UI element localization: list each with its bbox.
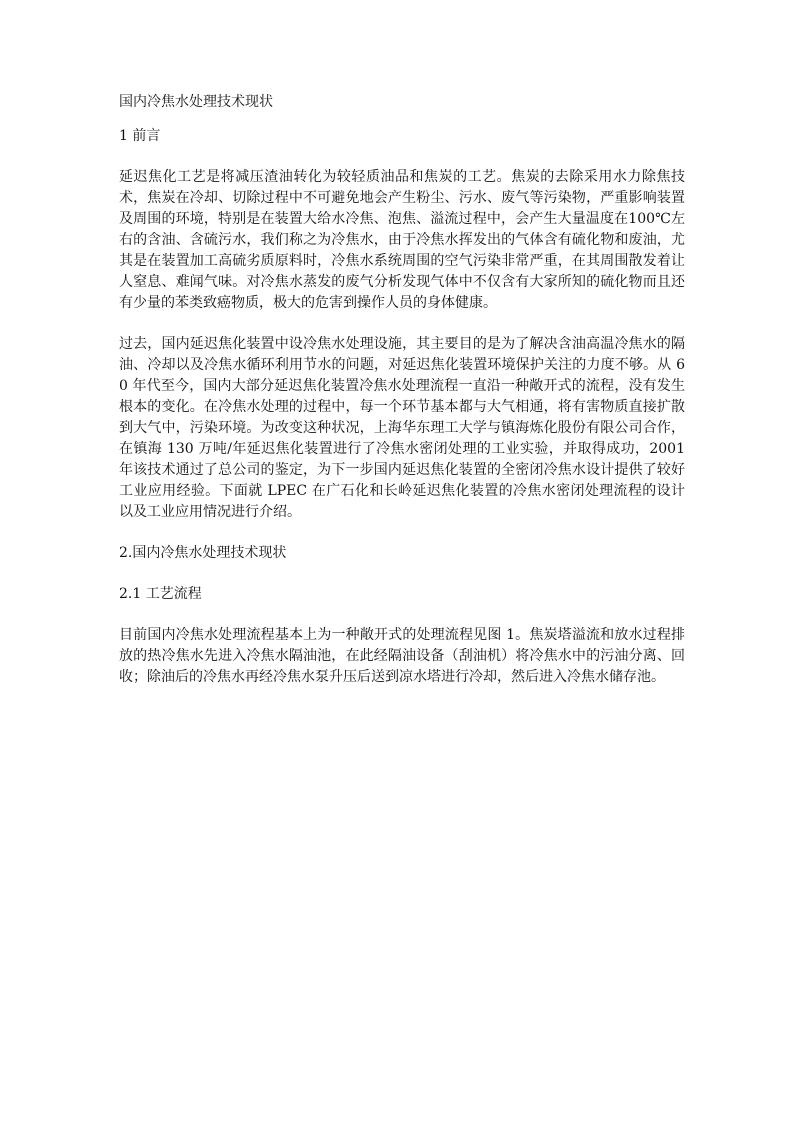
document-body: [119, 92, 685, 688]
paragraph-process-1: 目前国内冷焦水处理流程基本上为一种敞开式的处理流程见图 1。焦炭塔溢流和放水过程排放的热冷焦水先进入冷焦水隔油池，在此经隔油设备（刮油机）将冷焦水中的污油分离、回收；除油后的冷焦水再经冷焦水泵升压后送到凉水塔进行冷却，然后进入冷焦水储存池。: [119, 627, 685, 685]
subsection-heading-process: 2.1 工艺流程: [119, 586, 202, 602]
document-title: 国内冷焦水处理技术现状: [119, 94, 273, 110]
section-heading-status: 2.国内冷焦水处理技术现状: [119, 545, 287, 561]
paragraph-intro-2: 过去，国内延迟焦化装置中设冷焦水处理设施，其主要目的是为了解决含油高温冷焦水的隔油、冷却以及冷焦水循环利用节水的问题，对延迟焦化装置环境保护关注的力度不够。从 60 年代至今，国内大部分延迟焦化装置冷焦水处理流程一直沿一种敞开式的流程，没有发生根本的变化。在冷焦水处理的过程中，每一个环节基本都与大气相通，将有害物质直接扩散到大气中，污染环境。为改变这种状况，上海华东理工大学与镇海炼化股份有限公司合作，在镇海 130 万吨/年延迟焦化装置进行了冷焦水密闭处理的工业实验，并取得成功，2001 年该技术通过了总公司的鉴定，为下一步国内延迟焦化装置的全密闭冷焦水设计提供了较好工业应用经验。下面就 LPEC 在广石化和长岭延迟焦化装置的冷焦水密闭处理流程的设计以及工业应用情况进行介绍。: [119, 336, 685, 520]
paragraph-intro-1: 延迟焦化工艺是将减压渣油转化为较轻质油品和焦炭的工艺。焦炭的去除采用水力除焦技术，焦炭在冷却、切除过程中不可避免地会产生粉尘、污水、废气等污染物，严重影响装置及周围的环境，特别是在装置大给水冷焦、泡焦、溢流过程中，会产生大量温度在100℃左右的含油、含硫污水，我们称之为冷焦水，由于冷焦水挥发出的气体含有硫化物和废油，尤其是在装置加工高硫劣质原料时，冷焦水系统周围的空气污染非常严重，在其周围散发着让人窒息、难闻气味。对冷焦水蒸发的废气分析发现气体中不仅含有大家所知的硫化物而且还有少量的苯类致癌物质，极大的危害到操作人员的身体健康。: [119, 169, 685, 311]
section-heading-intro: 1 前言: [119, 128, 161, 144]
